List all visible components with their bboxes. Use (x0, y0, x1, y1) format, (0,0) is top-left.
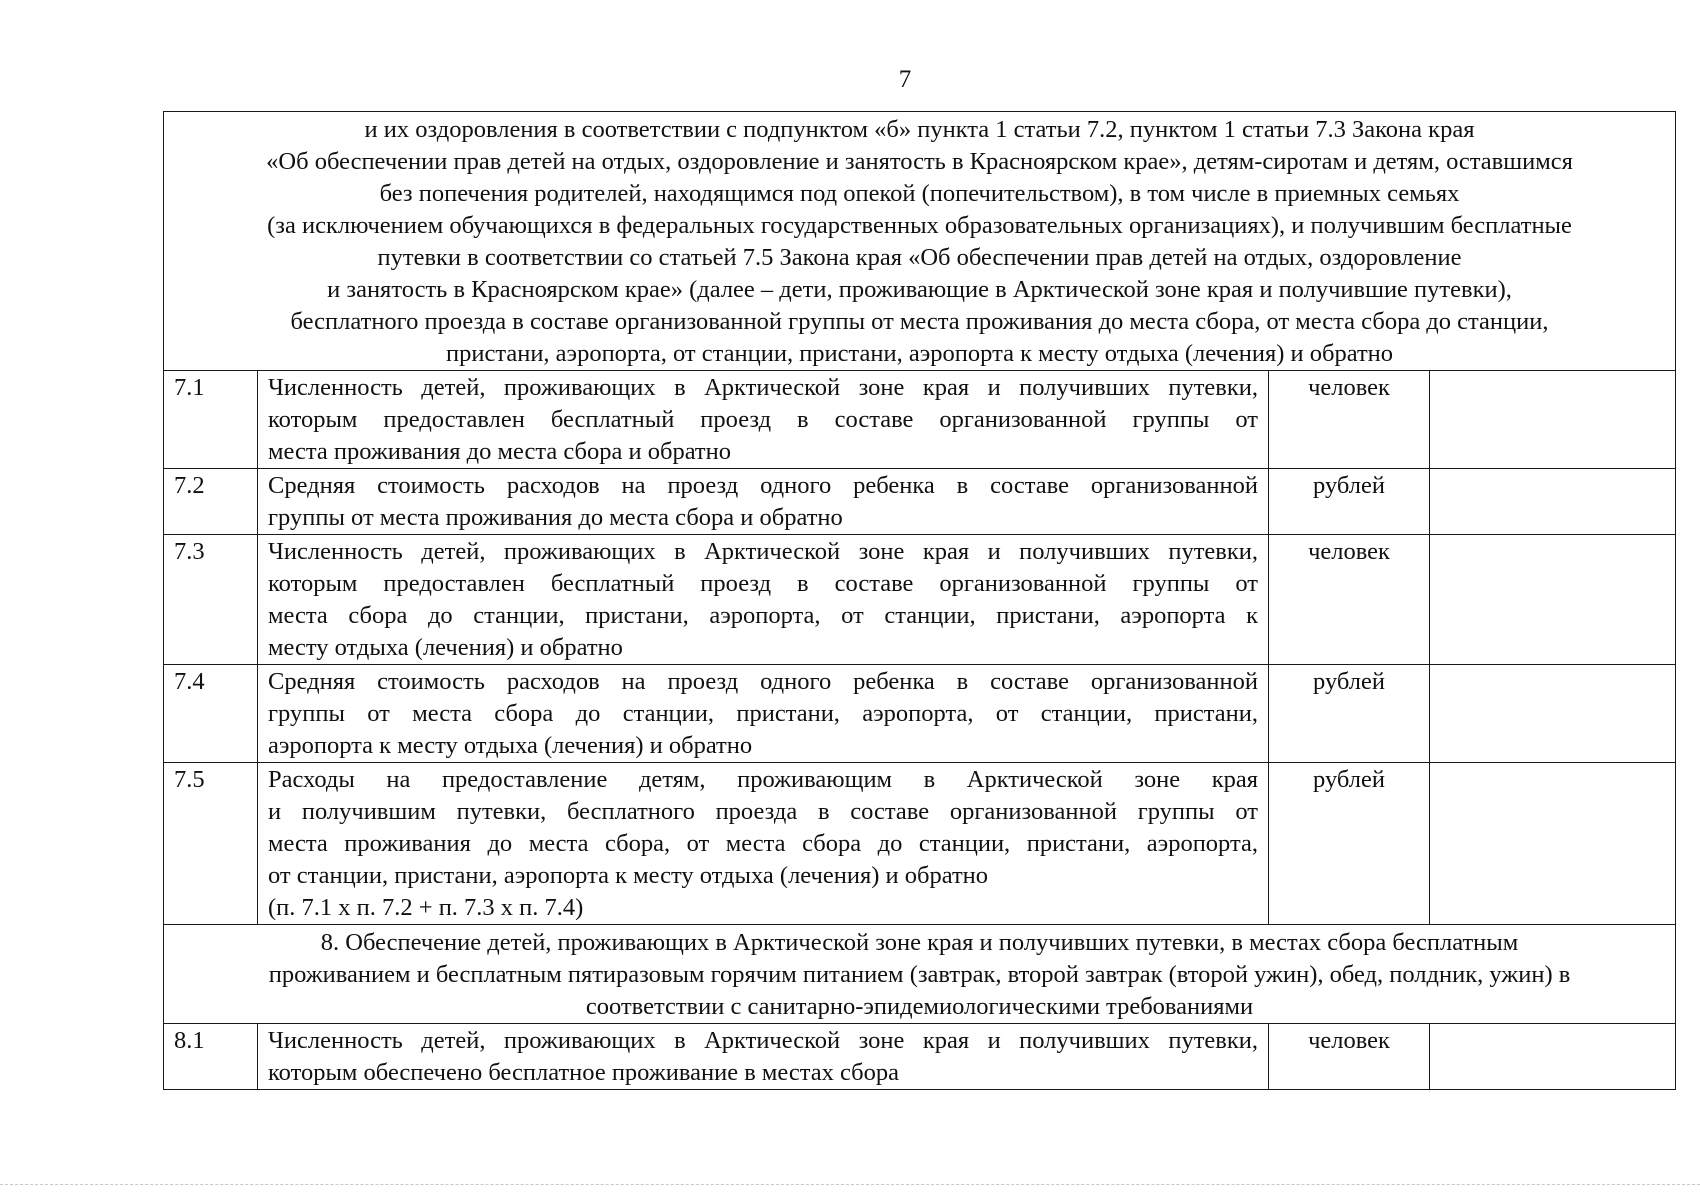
section-7-header-row (164, 112, 1676, 371)
description-line: и получившим путевки, бесплатного проезда в составе организованной группы от (268, 798, 1258, 825)
indicators-table (163, 111, 1676, 1090)
row-unit: рублей (1269, 665, 1430, 763)
table-row (164, 763, 1676, 925)
description-line: Численность детей, проживающих в Арктической зоне края и получивших путевки, (268, 1027, 1258, 1054)
description-line: Численность детей, проживающих в Арктической зоне края и получивших путевки, (268, 538, 1258, 565)
row-value (1430, 371, 1676, 469)
description-line: которым обеспечено бесплатное проживание в местах сбора (268, 1059, 900, 1086)
section-7-header-line: бесплатного проезда в составе организованной группы от места проживания до места сбора, от места сбора до станции, (290, 308, 1549, 335)
formula-line: (п. 7.1 х п. 7.2 + п. 7.3 х п. 7.4) (268, 894, 584, 921)
description-line: аэропорта к месту отдыха (лечения) и обратно (268, 732, 753, 759)
description-line: места сбора до станции, пристани, аэропорта, от станции, пристани, аэропорта к (268, 602, 1258, 629)
row-description (258, 1024, 1269, 1090)
row-value (1430, 763, 1676, 925)
description-line: места проживания до места сбора, от места сбора до станции, пристани, аэропорта, (268, 830, 1258, 857)
section-7-header-line: без попечения родителей, находящимся под опекой (попечительством), в том числе в приемных семьях (379, 180, 1460, 207)
section-8-header-line: соответствии с санитарно-эпидемиологическими требованиями (585, 993, 1254, 1020)
row-number: 7.4 (164, 665, 258, 763)
row-value (1430, 665, 1676, 763)
section-7-header-line: (за исключением обучающихся в федеральных государственных образовательных организациях), и получившим бесплатные (267, 212, 1572, 239)
description-line: группы от места проживания до места сбора и обратно (268, 504, 843, 531)
section-7-header-line: «Об обеспечении прав детей на отдых, оздоровление и занятость в Красноярском крае», детям-сиротам и детям, оставшимся (266, 148, 1573, 175)
row-number: 7.2 (164, 469, 258, 535)
table-row (164, 535, 1676, 665)
description-line: которым предоставлен бесплатный проезд в составе организованной группы от (268, 406, 1258, 433)
row-description (258, 469, 1269, 535)
row-description (258, 665, 1269, 763)
row-unit: человек (1269, 1024, 1430, 1090)
row-number: 7.3 (164, 535, 258, 665)
description-line: Средняя стоимость расходов на проезд одного ребенка в составе организованной (268, 472, 1258, 499)
section-7-header-line: пристани, аэропорта, от станции, пристани, аэропорта к месту отдыха (лечения) и обратно (445, 340, 1394, 367)
table-row (164, 1024, 1676, 1090)
description-line: от станции, пристани, аэропорта к месту отдыха (лечения) и обратно (268, 862, 989, 889)
section-7-header (164, 112, 1676, 371)
scan-edge-line (0, 1184, 1700, 1185)
row-value (1430, 1024, 1676, 1090)
row-value (1430, 535, 1676, 665)
row-number: 8.1 (164, 1024, 258, 1090)
description-line: которым предоставлен бесплатный проезд в составе организованной группы от (268, 570, 1258, 597)
description-line: Численность детей, проживающих в Арктической зоне края и получивших путевки, (268, 374, 1258, 401)
description-line: Средняя стоимость расходов на проезд одного ребенка в составе организованной (268, 668, 1258, 695)
description-line: группы от места сбора до станции, пристани, аэропорта, от станции, пристани, (268, 700, 1258, 727)
section-7-header-line: и их оздоровления в соответствии с подпунктом «б» пункта 1 статьи 7.2, пунктом 1 статьи 7.3 Закона края (364, 116, 1475, 143)
row-unit: рублей (1269, 763, 1430, 925)
row-unit: рублей (1269, 469, 1430, 535)
description-line: места проживания до места сбора и обратно (268, 438, 731, 465)
description-line: месту отдыха (лечения) и обратно (268, 634, 623, 661)
section-7-header-line: и занятость в Красноярском крае» (далее – дети, проживающие в Арктической зоне края и получившие путевки), (327, 276, 1512, 303)
row-value (1430, 469, 1676, 535)
section-8-header (164, 925, 1676, 1024)
row-description (258, 535, 1269, 665)
section-8-header-line: проживанием и бесплатным пятиразовым горячим питанием (завтрак, второй завтрак (второй ужин), обед, полдник, ужин) в (268, 961, 1571, 988)
row-number: 7.5 (164, 763, 258, 925)
table-row (164, 665, 1676, 763)
row-unit: человек (1269, 371, 1430, 469)
table-row (164, 469, 1676, 535)
section-8-header-line: 8. Обеспечение детей, проживающих в Арктической зоне края и получивших путевки, в местах сбора бесплатным (320, 929, 1519, 956)
row-number: 7.1 (164, 371, 258, 469)
section-7-header-line: путевки в соответствии со статьей 7.5 Закона края «Об обеспечении прав детей на отдых, оздоровление (377, 244, 1462, 271)
table-row (164, 371, 1676, 469)
description-line: Расходы на предоставление детям, проживающим в Арктической зоне края (268, 766, 1258, 793)
row-description (258, 763, 1269, 925)
row-unit: человек (1269, 535, 1430, 665)
row-description (258, 371, 1269, 469)
page-number: 7 (898, 66, 912, 93)
section-8-header-row (164, 925, 1676, 1024)
